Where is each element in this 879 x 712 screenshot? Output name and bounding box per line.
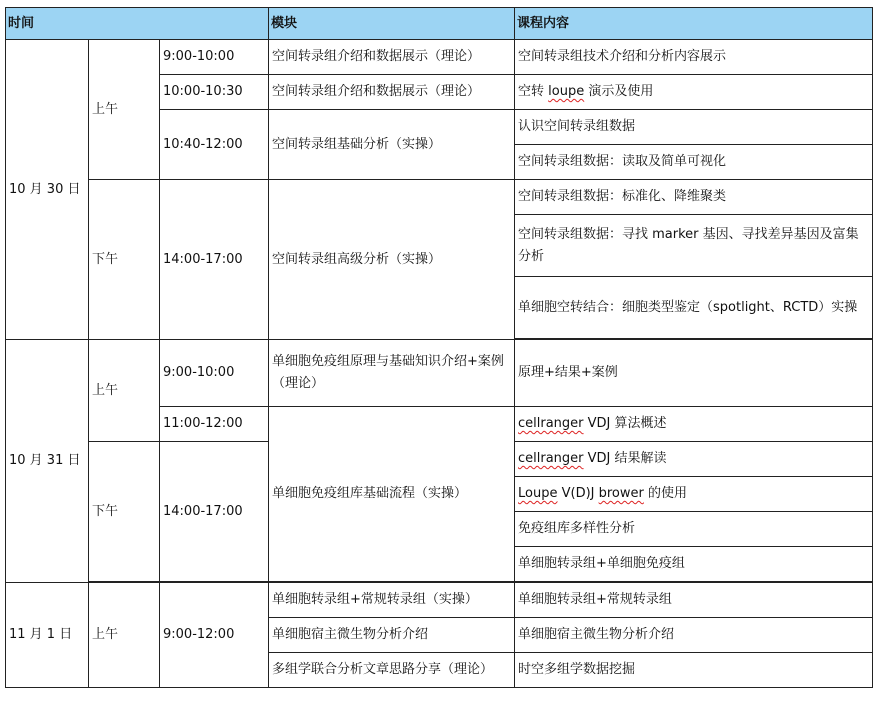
time-cell: 10:00-10:30 xyxy=(160,75,269,110)
content-cell: 原理+结果+案例 xyxy=(515,340,873,407)
content-cell: 单细胞转录组+单细胞免疫组 xyxy=(515,547,873,582)
content-text: 演示及使用 xyxy=(584,84,654,99)
module-cell: 空间转录组高级分析（实操） xyxy=(269,180,515,340)
content-cell xyxy=(515,477,873,512)
period-cell: 上午 xyxy=(89,583,160,688)
header-row xyxy=(6,8,873,40)
content-text: cellranger xyxy=(518,416,584,431)
time-cell: 14:00-17:00 xyxy=(160,442,269,582)
content-cell: 空间转录组数据：标准化、降维聚类 xyxy=(515,180,873,215)
module-cell: 空间转录组基础分析（实操） xyxy=(269,110,515,180)
time-cell: 11:00-12:00 xyxy=(160,407,269,442)
header-module: 模块 xyxy=(269,8,515,40)
date-cell: 11 月 1 日 xyxy=(6,583,89,688)
course-schedule-table xyxy=(5,7,873,688)
content-text: loupe xyxy=(548,84,585,99)
time-cell: 14:00-17:00 xyxy=(160,180,269,340)
module-cell: 空间转录组介绍和数据展示（理论） xyxy=(269,40,515,75)
content-cell: 空间转录组数据：读取及简单可视化 xyxy=(515,145,873,180)
module-cell: 单细胞免疫组库基础流程（实操） xyxy=(269,407,515,582)
module-cell: 空间转录组介绍和数据展示（理论） xyxy=(269,75,515,110)
module-cell: 多组学联合分析文章思路分享（理论） xyxy=(269,653,515,688)
content-text: V(D)J xyxy=(557,486,599,501)
module-cell: 单细胞免疫组原理与基础知识介绍+案例（理论） xyxy=(269,340,515,407)
period-cell: 下午 xyxy=(89,180,160,340)
time-cell: 9:00-10:00 xyxy=(160,340,269,407)
content-cell xyxy=(515,407,873,442)
content-text: cellranger xyxy=(518,451,584,466)
time-cell: 9:00-10:00 xyxy=(160,40,269,75)
time-cell: 10:40-12:00 xyxy=(160,110,269,180)
content-cell: 时空多组学数据挖掘 xyxy=(515,653,873,688)
content-cell: 空间转录组数据：寻找 marker 基因、寻找差异基因及富集分析 xyxy=(515,215,873,277)
content-cell xyxy=(515,442,873,477)
table-row xyxy=(6,583,873,618)
content-cell: 认识空间转录组数据 xyxy=(515,110,873,145)
table-row xyxy=(6,40,873,75)
content-cell: 单细胞转录组+常规转录组 xyxy=(515,583,873,618)
content-cell: 空间转录组技术介绍和分析内容展示 xyxy=(515,40,873,75)
time-cell: 9:00-12:00 xyxy=(160,583,269,688)
content-text: VDJ 结果解读 xyxy=(583,451,667,466)
module-cell: 单细胞宿主微生物分析介绍 xyxy=(269,618,515,653)
header-content: 课程内容 xyxy=(515,8,873,40)
content-text: Loupe xyxy=(518,486,558,501)
schedule-container xyxy=(5,7,873,688)
date-cell: 10 月 31 日 xyxy=(6,340,89,583)
content-text: 空转 xyxy=(518,84,549,99)
content-text: brower xyxy=(598,486,644,501)
content-cell: 免疫组库多样性分析 xyxy=(515,512,873,547)
table-row xyxy=(6,340,873,407)
period-cell: 上午 xyxy=(89,340,160,442)
content-cell: 单细胞宿主微生物分析介绍 xyxy=(515,618,873,653)
header-time: 时间 xyxy=(6,8,269,40)
table-row xyxy=(6,180,873,215)
period-cell: 下午 xyxy=(89,442,160,582)
date-cell: 10 月 30 日 xyxy=(6,40,89,340)
content-cell: 单细胞空转结合：细胞类型鉴定（spotlight、RCTD）实操 xyxy=(515,277,873,339)
module-cell: 单细胞转录组+常规转录组（实操） xyxy=(269,583,515,618)
content-cell xyxy=(515,75,873,110)
period-cell: 上午 xyxy=(89,40,160,180)
content-text: 的使用 xyxy=(643,486,688,501)
content-text: VDJ 算法概述 xyxy=(583,416,667,431)
